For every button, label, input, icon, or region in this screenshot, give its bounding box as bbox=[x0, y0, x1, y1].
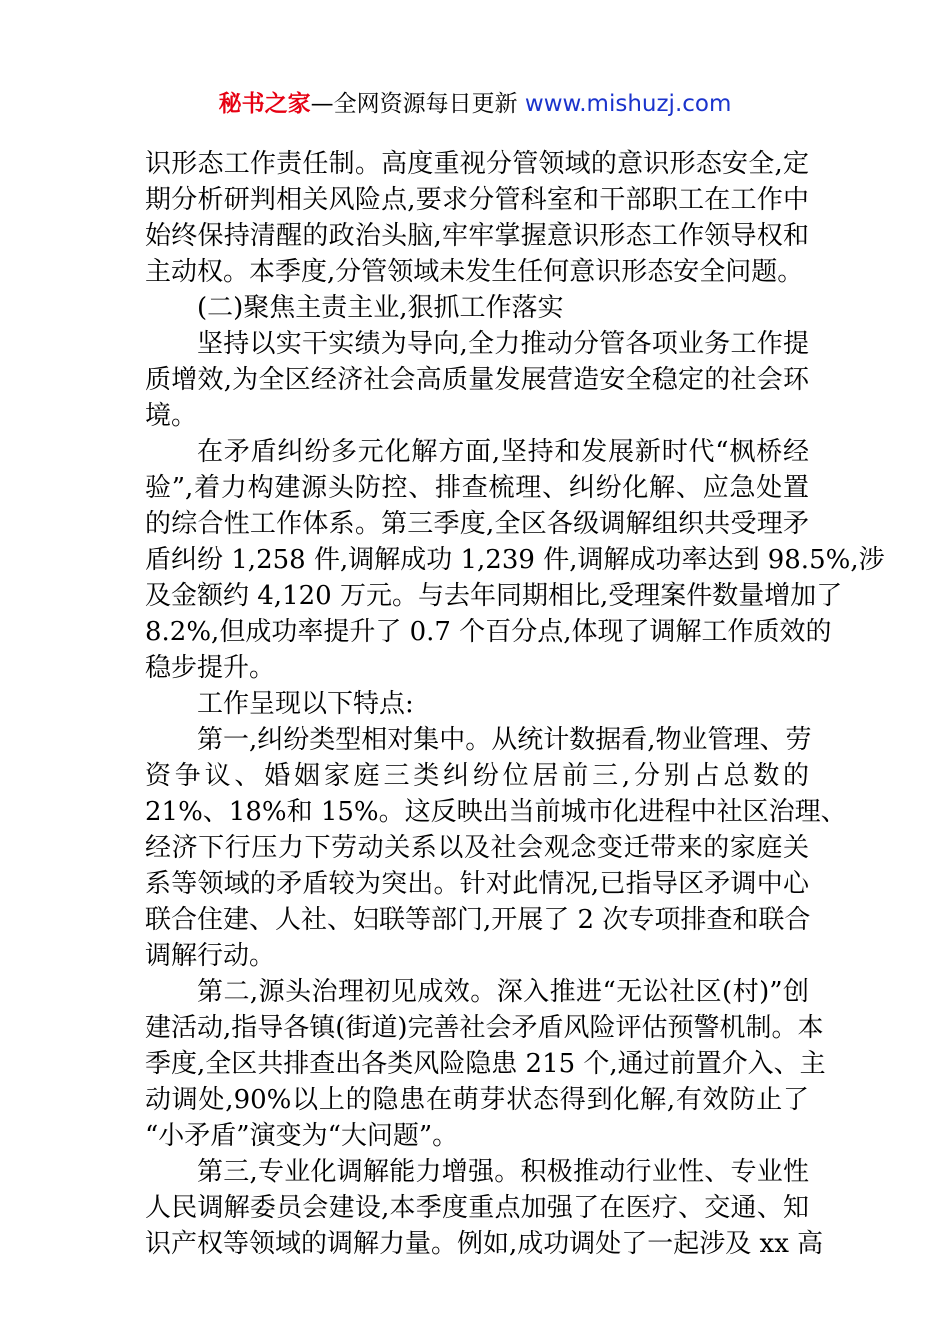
text-line: 境。 bbox=[145, 401, 198, 431]
paragraph-start: 第三,专业化调解能力增强。积极推动行业性、专业性 bbox=[197, 1157, 809, 1187]
text-line: 21%、18%和 15%。这反映出当前城市化进程中社区治理、 bbox=[145, 797, 847, 827]
text-line: 识形态工作责任制。高度重视分管领域的意识形态安全,定 bbox=[145, 149, 809, 179]
section-heading: (二)聚焦主责主业,狠抓工作落实 bbox=[197, 293, 564, 323]
text-line: 及金额约 4,120 万元。与去年同期相比,受理案件数量增加了 bbox=[145, 581, 843, 611]
paragraph-start: 第一,纠纷类型相对集中。从统计数据看,物业管理、劳 bbox=[197, 725, 812, 755]
paragraph-start: 坚持以实干实绩为导向,全力推动分管各项业务工作提 bbox=[197, 329, 809, 359]
text-line: 验”,着力构建源头防控、排查梳理、纠纷化解、应急处置 bbox=[145, 473, 809, 503]
text-line: 调解行动。 bbox=[145, 941, 276, 971]
text-line: 主动权。本季度,分管领域未发生任何意识形态安全问题。 bbox=[145, 257, 804, 287]
text-line: 盾纠纷 1,258 件,调解成功 1,239 件,调解成功率达到 98.5%,涉 bbox=[145, 545, 885, 575]
text-line: 质增效,为全区经济社会高质量发展营造安全稳定的社会环 bbox=[145, 365, 809, 395]
text-line: 经济下行压力下劳动关系以及社会观念变迁带来的家庭关 bbox=[145, 833, 809, 863]
text-line: 建活动,指导各镇(街道)完善社会矛盾风险评估预警机制。本 bbox=[145, 1013, 824, 1043]
paragraph-start: 在矛盾纠纷多元化解方面,坚持和发展新时代“枫桥经 bbox=[197, 437, 809, 467]
text-line: 资争议、婚姻家庭三类纠纷位居前三,分别占总数的 bbox=[145, 761, 809, 791]
document-body bbox=[145, 146, 885, 1262]
text-line: 始终保持清醒的政治头脑,牢牢掌握意识形态工作领导权和 bbox=[145, 221, 809, 251]
text-line: 8.2%,但成功率提升了 0.7 个百分点,体现了调解工作质效的 bbox=[145, 617, 832, 647]
paragraph-start: 工作呈现以下特点: bbox=[197, 689, 414, 719]
text-line: “小矛盾”演变为“大问题”。 bbox=[145, 1121, 459, 1151]
text-line: 动调处,90%以上的隐患在萌芽状态得到化解,有效防止了 bbox=[145, 1085, 809, 1115]
text-line: 联合住建、人社、妇联等部门,开展了 2 次专项排查和联合 bbox=[145, 905, 811, 935]
header-tagline: —全网资源每日更新 bbox=[310, 91, 525, 117]
text-line: 稳步提升。 bbox=[145, 653, 276, 683]
brand-name: 秘书之家 bbox=[218, 91, 311, 117]
text-line: 的综合性工作体系。第三季度,全区各级调解组织共受理矛 bbox=[145, 509, 809, 539]
page-header bbox=[0, 86, 950, 122]
paragraph-start: 第二,源头治理初见成效。深入推进“无讼社区(村)”创 bbox=[197, 977, 809, 1007]
text-line: 期分析研判相关风险点,要求分管科室和干部职工在工作中 bbox=[145, 185, 809, 215]
text-line: 识产权等领域的调解力量。例如,成功调处了一起涉及 xx 高 bbox=[145, 1229, 824, 1259]
text-line: 季度,全区共排查出各类风险隐患 215 个,通过前置介入、主 bbox=[145, 1049, 826, 1079]
text-line: 系等领域的矛盾较为突出。针对此情况,已指导区矛调中心 bbox=[145, 869, 809, 899]
website-link[interactable]: www.mishuzj.com bbox=[524, 91, 732, 117]
text-line: 人民调解委员会建设,本季度重点加强了在医疗、交通、知 bbox=[145, 1193, 809, 1223]
